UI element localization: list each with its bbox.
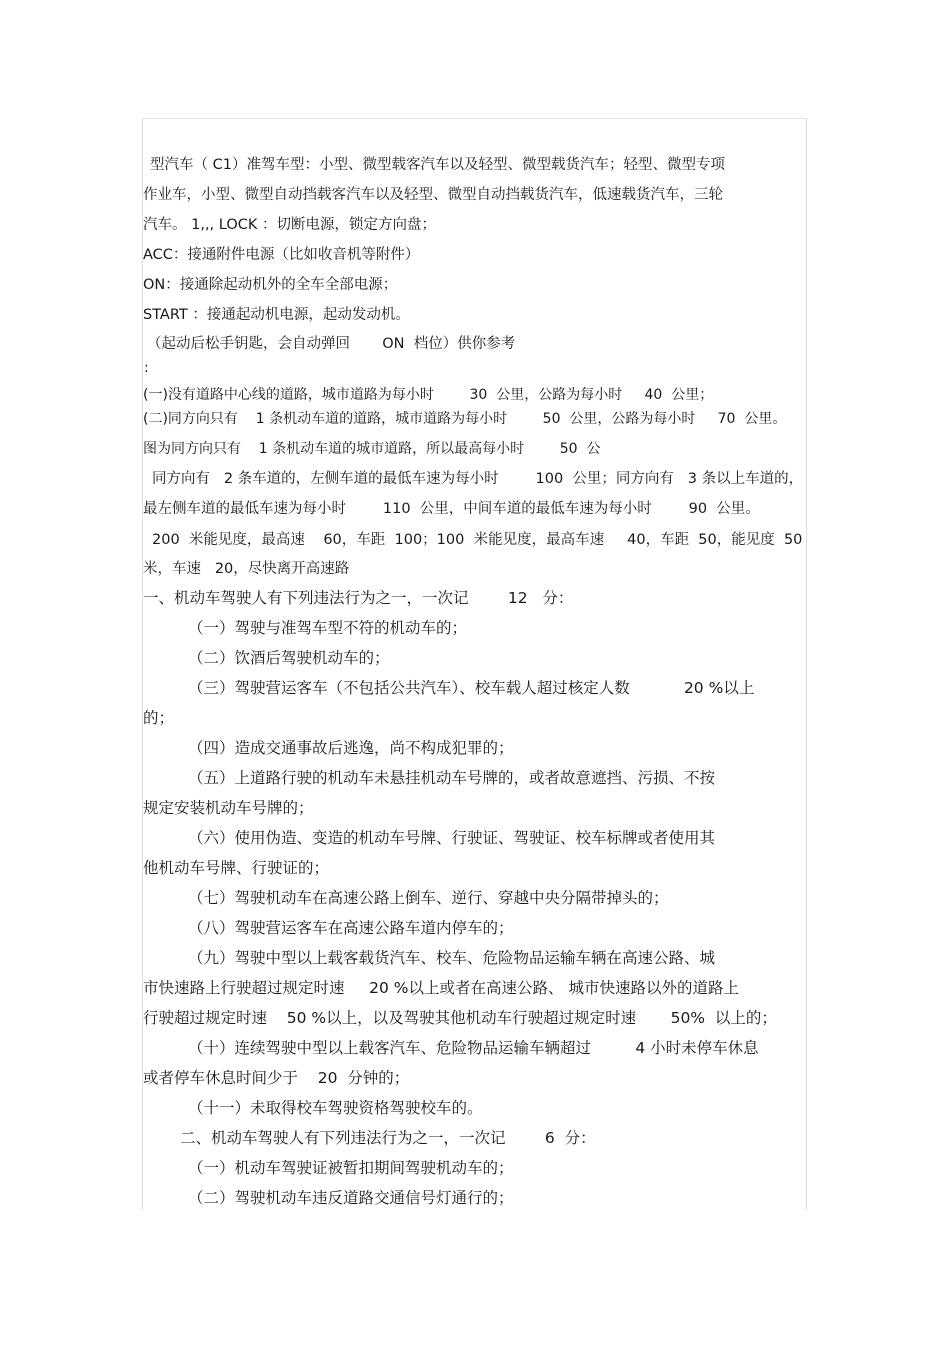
text-line: START ：接通起动机电源，起动发动机。 <box>143 307 410 323</box>
list-item: （一）驾驶与准驾车型不符的机动车的； <box>188 619 468 637</box>
list-item: （三）驾驶营运客车（不包括公共汽车）、校车载人超过核定人数 20 %以上 <box>188 679 755 697</box>
list-item-continuation: 市快速路上行驶超过规定时速 20 %以上或者在高速公路、 城市快速路以外的道路上 <box>143 979 739 997</box>
list-item-continuation: 的； <box>143 709 175 727</box>
text-line: ON：接通除起动机外的全车全部电源； <box>143 277 398 293</box>
section-heading: 一、机动车驾驶人有下列违法行为之一，一次记 12 分： <box>143 589 574 607</box>
section-heading: 二、机动车驾驶人有下列违法行为之一，一次记 6 分： <box>180 1129 596 1147</box>
text-line: 汽车。 1,,, LOCK ：切断电源，锁定方向盘； <box>143 217 436 233</box>
list-item-continuation: 规定安装机动车号牌的； <box>143 799 314 817</box>
text-line: (一)没有道路中心线的道路，城市道路为每小时 30 公里，公路为每小时 40 公里； <box>143 387 714 403</box>
list-item: （四）造成交通事故后逃逸，尚不构成犯罪的； <box>188 739 514 757</box>
text-line: : <box>144 360 149 376</box>
text-line: 图为同方向只有 1 条机动车道的城市道路，所以最高每小时 50 公 <box>143 441 601 457</box>
list-item: （九）驾驶中型以上载客载货汽车、校车、危险物品运输车辆在高速公路、城 <box>188 949 716 967</box>
list-item: （六）使用伪造、变造的机动车号牌、行驶证、驾驶证、校车标牌或者使用其 <box>188 829 716 847</box>
list-item-continuation: 行驶超过规定时速 50 %以上，以及驾驶其他机动车行驶超过规定时速 50% 以上的； <box>143 1009 777 1027</box>
list-item-continuation: 他机动车号牌、行驶证的； <box>143 859 330 877</box>
list-item: （十一）未取得校车驾驶资格驾驶校车的。 <box>188 1099 483 1117</box>
list-item: （二）饮酒后驾驶机动车的； <box>188 649 390 667</box>
text-line: 200 米能见度，最高速 60，车距 100；100 米能见度，最高车速 40，车距 50，能见度 50 <box>152 532 803 548</box>
list-item: （十）连续驾驶中型以上载客汽车、危险物品运输车辆超过 4 小时未停车休息 <box>188 1039 759 1057</box>
text-line: 型汽车（ C1）准驾车型：小型、微型载客汽车以及轻型、微型载货汽车；轻型、微型专项 <box>150 157 725 173</box>
text-line: 同方向有 2 条车道的，左侧车道的最低车速为每小时 100 公里；同方向有 3 条以上车道的， <box>152 471 804 487</box>
text-line: 作业车，小型、微型自动挡载客汽车以及轻型、微型自动挡载货汽车，低速载货汽车，三轮 <box>143 187 723 203</box>
list-item: （五）上道路行驶的机动车未悬挂机动车号牌的，或者故意遮挡、污损、不按 <box>188 769 716 787</box>
list-item: （一）机动车驾驶证被暂扣期间驾驶机动车的； <box>188 1159 514 1177</box>
list-item: （八）驾驶营运客车在高速公路车道内停车的； <box>188 919 514 937</box>
text-line: 最左侧车道的最低车速为每小时 110 公里，中间车道的最低车速为每小时 90 公里。 <box>143 501 760 517</box>
text-line: ACC：接通附件电源（比如收音机等附件） <box>143 247 420 263</box>
list-item: （二）驾驶机动车违反道路交通信号灯通行的； <box>188 1189 514 1207</box>
text-line: 米，车速 20，尽快离开高速路 <box>143 561 350 577</box>
list-item: （七）驾驶机动车在高速公路上倒车、逆行、穿越中央分隔带掉头的； <box>188 889 669 907</box>
text-line: (二)同方向只有 1 条机动车道的道路，城市道路为每小时 50 公里，公路为每小时 70 公里。 <box>143 411 787 427</box>
text-line: （起动后松手钥匙，会自动弹回 ON 档位）供你参考 <box>147 336 516 352</box>
list-item-continuation: 或者停车休息时间少于 20 分钟的； <box>143 1069 410 1087</box>
